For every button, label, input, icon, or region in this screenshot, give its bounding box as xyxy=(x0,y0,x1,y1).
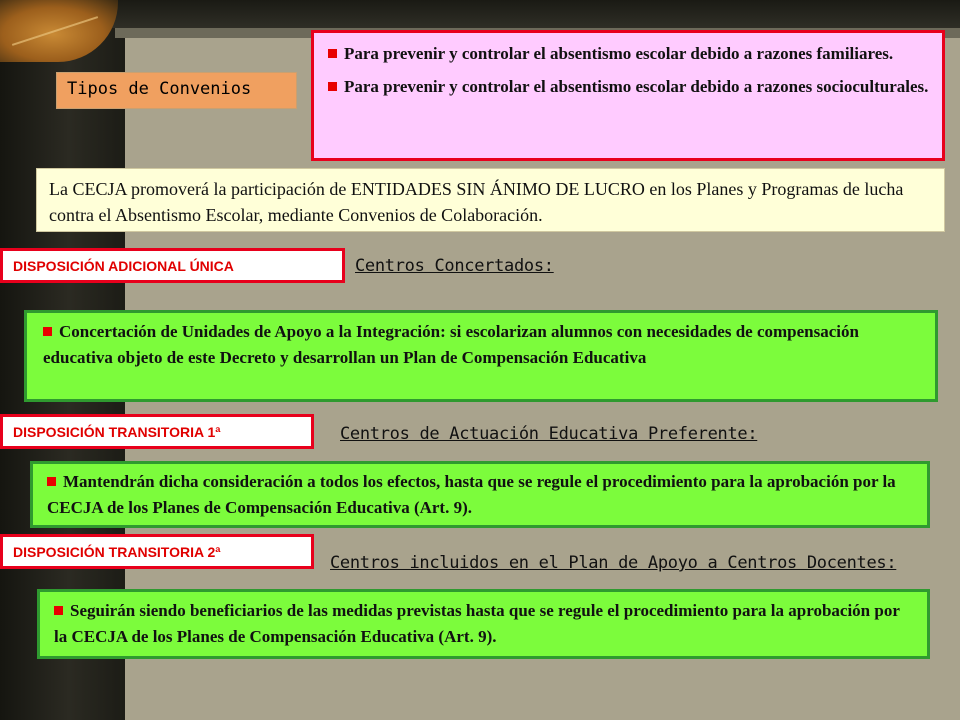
disposicion-transitoria-1-label: DISPOSICIÓN TRANSITORIA 1ª xyxy=(0,414,314,449)
background-top-strip xyxy=(0,0,960,28)
disposicion-adicional-label: DISPOSICIÓN ADICIONAL ÚNICA xyxy=(0,248,345,283)
centros-plan-apoyo-heading: Centros incluidos en el Plan de Apoyo a Centros Docentes: xyxy=(330,553,897,573)
cecja-statement: La CECJA promoverá la participación de ENTIDADES SIN ÁNIMO DE LUCRO en los Planes y Programas de lucha contra el Absentismo Escolar, mediante Convenios de Colaboración. xyxy=(36,168,945,232)
convenios-types-box xyxy=(311,30,945,161)
bullet-icon xyxy=(328,49,337,58)
bullet-icon xyxy=(328,82,337,91)
centros-actuacion-heading: Centros de Actuación Educativa Preferente: xyxy=(340,424,758,444)
centros-actuacion-box xyxy=(30,461,930,528)
convenio-item xyxy=(328,41,930,66)
tipos-convenios-label: Tipos de Convenios xyxy=(56,72,297,109)
centros-plan-apoyo-text: Seguirán siendo beneficiarios de las medidas previstas hasta que se regule el procedimiento para la aprobación por la CECJA de los Planes de Compensación Educativa (Art. 9). xyxy=(54,601,900,646)
leaf-vein xyxy=(12,16,98,46)
convenio-item-text: Para prevenir y controlar el absentismo escolar debido a razones familiares. xyxy=(344,44,894,63)
bullet-icon xyxy=(47,477,56,486)
centros-concertados-heading: Centros Concertados: xyxy=(355,256,554,276)
convenio-item-text: Para prevenir y controlar el absentismo escolar debido a razones socioculturales. xyxy=(344,77,929,96)
disposicion-transitoria-2-label: DISPOSICIÓN TRANSITORIA 2ª xyxy=(0,534,314,569)
bullet-icon xyxy=(54,606,63,615)
convenio-item xyxy=(328,74,930,99)
centros-concertados-box xyxy=(24,310,938,402)
centros-plan-apoyo-box xyxy=(37,589,930,659)
centros-concertados-text: Concertación de Unidades de Apoyo a la Integración: si escolarizan alumnos con necesidades de compensación educativa objeto de este Decreto y desarrollan un Plan de Compensación Educativa xyxy=(43,322,859,367)
bullet-icon xyxy=(43,327,52,336)
centros-actuacion-text: Mantendrán dicha consideración a todos los efectos, hasta que se regule el procedimiento para la aprobación por la CECJA de los Planes de Compensación Educativa (Art. 9). xyxy=(47,472,896,517)
